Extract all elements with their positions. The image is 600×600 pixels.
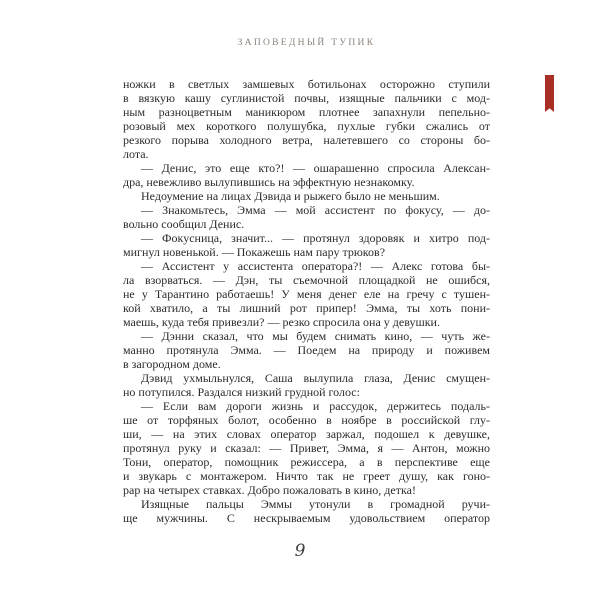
text-line: ножки в светлых замшевых ботильонах осторожно ступили [123,77,490,91]
text-line: не у Тарантино работаешь! У меня денег еле на гречу с тушен- [123,287,490,301]
page-text [123,77,490,525]
text-line: маешь, куда тебя привезли? — резко спросила она у девушки. [123,315,440,329]
text-line: ла взорваться. — Дэн, ты съемочной площадкой не ошибся, [123,273,490,287]
text-line: — Денис, это еще кто?! — ошарашенно спросила Алексан- [141,161,490,175]
text-line: лота. [123,147,149,161]
page-number: 9 [294,541,306,561]
text-line: мигнул новенькой. — Покажешь нам пару трюков? [123,245,386,259]
text-line: ше от торфяных болот, особенно в ноябре в российской глу- [123,413,490,427]
text-line: — Если вам дороги жизнь и рассудок, держитесь подаль- [141,399,490,413]
text-line: — Фокусница, значит... — протянул здоровяк и хитро под- [141,231,490,245]
text-line: в вязкую кашу суглинистой почвы, изящные пальчики с мод- [123,91,490,105]
text-line: но потупился. Раздался низкий грудной голос: [123,385,360,399]
text-line: ным разноцветным маникюром плотнее запахнули пепельно- [123,105,490,119]
text-line: и звукарь с монтажером. Ничто так не греет душу, как гоно- [123,469,490,483]
text-line: рар на четырех ставках. Добро пожаловать в кино, детка! [123,483,416,497]
text-line: Изящные пальцы Эммы утонули в громадной ручи- [141,497,490,511]
text-line: розовый мех короткого полушубка, пухлые губки сжались от [123,119,490,133]
running-title: ЗАПОВЕДНЫЙ ТУПИК [237,38,376,48]
text-line: протянул руку и сказал: — Привет, Эмма, я — Антон, можно [123,441,490,455]
text-line: ши, — на этих словах оператор заржал, подошел к девушке, [123,427,490,441]
text-line: Тони, оператор, помощник режиссера, а в перспективе еще [123,455,490,469]
text-line: кой хватило, а ты лишний рот припер! Эмма, ты хоть пони- [123,301,490,315]
text-line: резкого порыва холодного ветра, налетевшего со стороны бо- [123,133,490,147]
text-line: — Знакомьтесь, Эмма — мой ассистент по фокусу, — до- [141,203,490,217]
text-line: в загородном доме. [123,357,221,371]
text-line: манно протянула Эмма. — Поедем на природу и поживем [123,343,490,357]
text-line: вольно сообщил Денис. [123,217,245,231]
text-line: — Дэнни сказал, что мы будем снимать кино, — чуть же- [141,329,490,343]
text-line: — Ассистент у ассистента оператора?! — Алекс готова бы- [141,259,490,273]
text-line: ще мужчины. С нескрываемым удовольствием оператор [123,511,490,525]
text-line: Недоумение на лицах Дэвида и рыжего было не меньшим. [141,189,440,203]
text-line: Дэвид ухмыльнулся, Саша вылупила глаза, Денис смущен- [141,371,490,385]
text-line: дра, невежливо вылупившись на эффектную незнакомку. [123,175,415,189]
bookmark-ribbon-icon[interactable] [545,75,554,112]
